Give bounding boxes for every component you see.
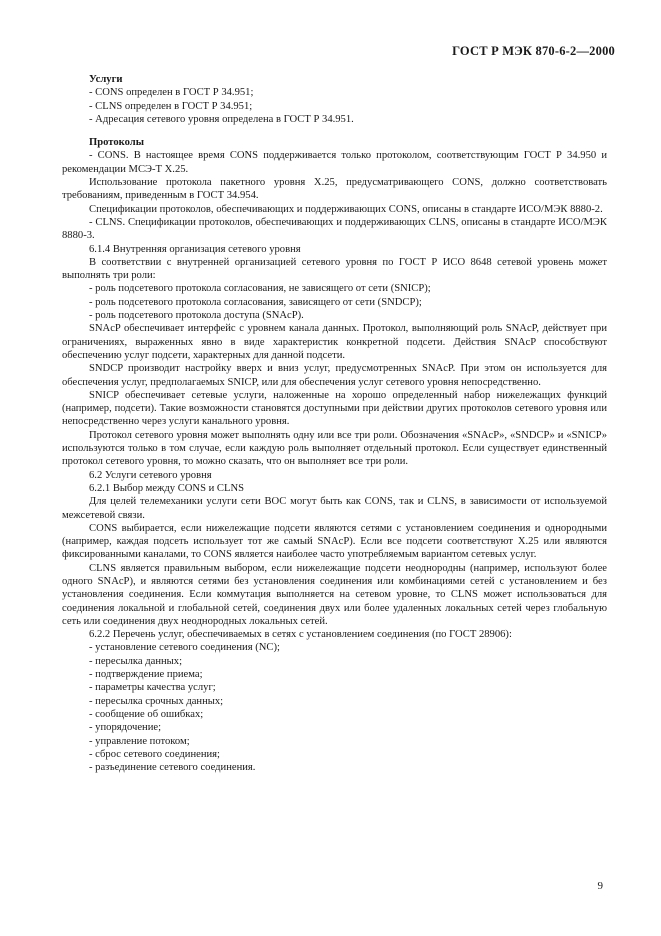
subsection-heading: 6.2 Услуги сетевого уровня <box>89 469 212 481</box>
list-item: - CONS определен в ГОСТ Р 34.951; <box>89 87 254 99</box>
page-number: 9 <box>597 880 603 892</box>
paragraph: SNAcP обеспечивает интерфейс с уровнем канала данных. Протокол, выполняющий роль SNAcP, действует при ограничениях, выраженных явно в виде характеристик конкретной подсети. Действия SNAcP способствуют обеспечению услуг подсети, характерных для данной подсети. <box>62 323 607 361</box>
page-header: ГОСТ Р МЭК 870-6-2—2000 <box>452 44 615 58</box>
list-item: - разъединение сетевого соединения. <box>89 762 256 774</box>
paragraph: CONS выбирается, если нижележащие подсети являются сетями с установлением соединения и однородными (например, каждая подсеть использует тот же самый SNAcP). Если все подсети соответствуют Х.25 или являются фиксированными каналами, то CONS является наиболее часто употребляемым вариантом сетевых услуг. <box>62 522 607 561</box>
paragraph: Спецификации протоколов, обеспечивающих и поддерживающих CONS, описаны в стандарте ИСО/МЭК 8880-2. <box>89 203 603 215</box>
paragraph: Протокол сетевого уровня может выполнять одну или все три роли. Обозначения «SNAcP», «SNDCP» и «SNICP» используются только в том случае, если каждую роль выполняет отдельный протокол. Если существует единственный протокол сетевого уровня, то можно сказать, что он выполняет все три роли. <box>62 429 607 468</box>
list-item: - упорядочение; <box>89 722 162 734</box>
paragraph: CLNS является правильным выбором, если нижележащие подсети неоднородны (например, используют более одного SNAcP), и являются сетями без установления соединения или комбинациями сетей с установлением и без установления соединения. Если коммутация выполняется на сетевом уровне, то CLNS может использоваться для соединения локальной и глобальной сетей, соединения двух или более удаленных локальных сетей через глобальную сеть или соединения двух неоднородных локальных сетей. <box>62 562 607 627</box>
paragraph: Использование протокола пакетного уровня Х.25, предусматривающего CONS, должно соответствовать требованиям, приведенным в ГОСТ 34.954. <box>62 177 607 202</box>
paragraph: Для целей телемеханики услуги сети ВОС могут быть как CONS, так и CLNS, в зависимости от используемой межсетевой связи. <box>62 496 607 521</box>
section-title-services: Услуги <box>89 74 123 85</box>
paragraph: - CLNS. Спецификации протоколов, обеспечивающих и поддерживающих CLNS, описаны в стандарте ИСО/МЭК 8880-3. <box>62 216 607 242</box>
list-item: - CLNS определен в ГОСТ Р 34.951; <box>89 100 253 112</box>
paragraph: - CONS. В настоящее время CONS поддерживается только протоколом, соответствующим ГОСТ Р 34.950 и рекомендации МСЭ-Т Х.25. <box>62 150 607 175</box>
paragraph: SNDCP производит настройку вверх и вниз услуг, предусмотренных SNAcP. При этом он используется для обеспечения услуг, предполагаемых SNICP, или для обеспечения услуг сетевого уровня непосредственно. <box>62 363 607 388</box>
subsection-heading: 6.2.1 Выбор между CONS и CLNS <box>89 482 245 494</box>
list-item: - роль подсетевого протокола доступа (SNAcP). <box>89 310 304 322</box>
list-item: - пересылка срочных данных; <box>89 695 224 707</box>
section-title-protocols: Протоколы <box>89 137 144 149</box>
list-item: - роль подсетевого протокола согласования, не зависящего от сети (SNICP); <box>89 283 431 295</box>
paragraph: SNICP обеспечивает сетевые услуги, наложенные на хорошо определенный набор нижележащих функций (например, подсети). Такие возможности становятся доступными при действии других протоколов сетевого уровня или непосредственно через услуги канального уровня. <box>62 389 607 428</box>
list-item: - подтверждение приема; <box>89 669 203 681</box>
list-item: - роль подсетевого протокола согласования, зависящего от сети (SNDCP); <box>89 296 422 308</box>
list-item: - пересылка данных; <box>89 655 183 667</box>
list-item: - сообщение об ошибках; <box>89 708 204 720</box>
list-item: - управление потоком; <box>89 735 190 747</box>
list-item: - параметры качества услуг; <box>89 682 216 694</box>
page-body <box>62 73 607 774</box>
subsection-heading: 6.2.2 Перечень услуг, обеспечиваемых в сетях с установлением соединения (по ГОСТ 28906): <box>89 629 512 641</box>
list-item: - сброс сетевого соединения; <box>89 748 220 760</box>
list-item: - Адресация сетевого уровня определена в ГОСТ Р 34.951. <box>89 113 354 125</box>
paragraph: В соответствии с внутренней организацией сетевого уровня по ГОСТ Р ИСО 8648 сетевой уровень может выполнять три роли: <box>62 256 607 282</box>
list-item: - установление сетевого соединения (NC); <box>89 642 280 654</box>
subsection-heading: 6.1.4 Внутренняя организация сетевого уровня <box>89 243 301 255</box>
